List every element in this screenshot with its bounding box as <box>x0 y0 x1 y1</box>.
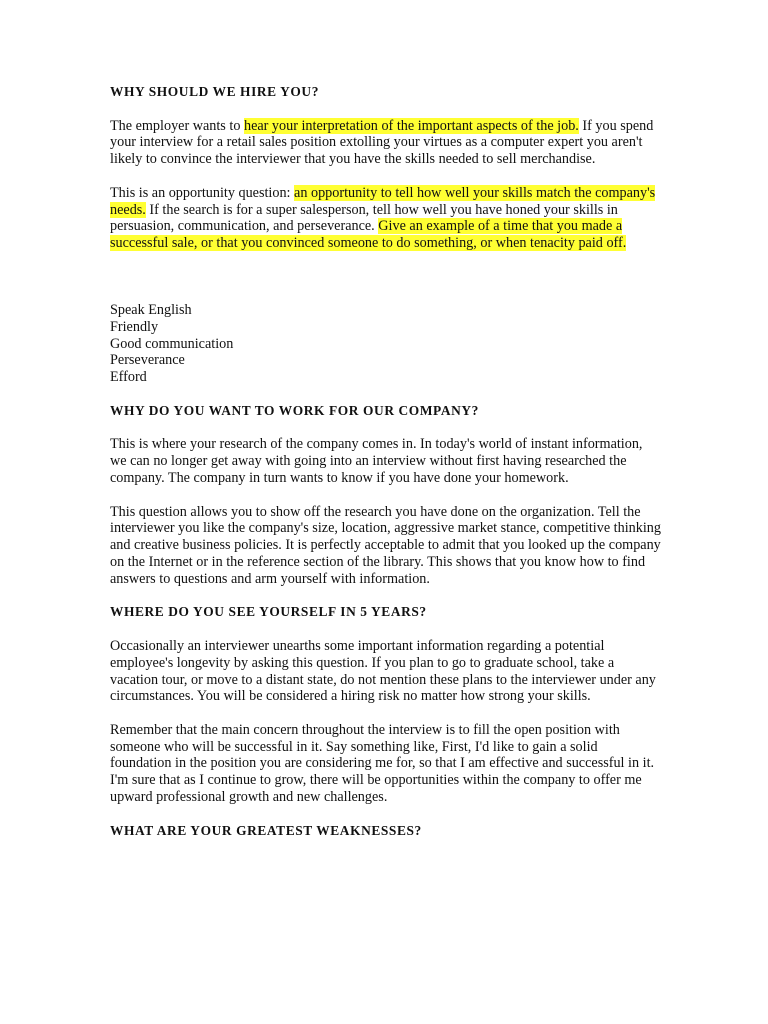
paragraph-five-years-1: Occasionally an interviewer unearths some important information regarding a potential employee's longevity by asking this question. If you plan to go to graduate school, take a vacation tour, or move to a distant state, do not mention these plans to the interviewer under any circumstances. You will be considered a hiring risk no matter how strong your skills. <box>110 637 656 705</box>
list-item: Perseverance <box>110 352 185 369</box>
list-item: Friendly <box>110 318 159 335</box>
paragraph-five-years-2: Remember that the main concern throughout the interview is to fill the open position with someone who will be successful in it. Say something like, First, I'd like to gain a solid foundation in the position you are considering me for, so that I am effective and successful in it. I'm sure that as I continue to grow, there will be opportunities within the company to offer me upward professional growth and new challenges. <box>110 721 655 806</box>
section-heading-weaknesses: WHAT ARE YOUR GREATEST WEAKNESSES? <box>110 822 422 838</box>
paragraph-company-1: This is where your research of the company comes in. In today's world of instant information, we can no longer get away with going into an interview without first having researched the company. The company in turn wants to know if you have done your homework. <box>110 436 643 486</box>
text-segment: If the search is for a super salesperson, tell how well you have honed your skills in persuasion, communication, and perseverance. <box>110 201 618 235</box>
section-heading-hire: WHY SHOULD WE HIRE YOU? <box>110 84 319 99</box>
highlighted-text: an opportunity to tell how well your skills match the company's needs. <box>110 184 656 218</box>
paragraph-hire-1 <box>110 118 662 168</box>
text-segment: The employer wants to <box>110 117 244 134</box>
list-item: Good communication <box>110 335 234 352</box>
section-heading-company: WHY DO YOU WANT TO WORK FOR OUR COMPANY? <box>110 402 479 418</box>
list-item: Speak English <box>110 301 192 318</box>
text-segment: If you spend your interview for a retail sales position extolling your virtues as a computer expert you aren't likely to convince the interviewer that you have the skills needed to sell merchandise. <box>110 117 654 168</box>
highlighted-text: Give an example of a time that you made a successful sale, or that you convinced someone to do something, or when tenacity paid off. <box>110 218 627 252</box>
highlighted-text: hear your interpretation of the important aspects of the job. <box>243 117 579 134</box>
paragraph-hire-2 <box>110 185 662 252</box>
document-page <box>110 84 662 839</box>
qualities-list <box>110 302 662 386</box>
list-item: Efford <box>110 369 147 386</box>
section-heading-five-years: WHERE DO YOU SEE YOURSELF IN 5 YEARS? <box>110 604 427 620</box>
paragraph-company-2: This question allows you to show off the research you have done on the organization. Tell the interviewer you like the company's size, location, aggressive market stance, competitive thinking and creative business policies. It is perfectly acceptable to admit that you looked up the company on the Internet or in the reference section of the library. This shows that you know how to find answers to questions and arm yourself with information. <box>110 503 661 587</box>
text-segment: This is an opportunity question: <box>110 184 295 201</box>
